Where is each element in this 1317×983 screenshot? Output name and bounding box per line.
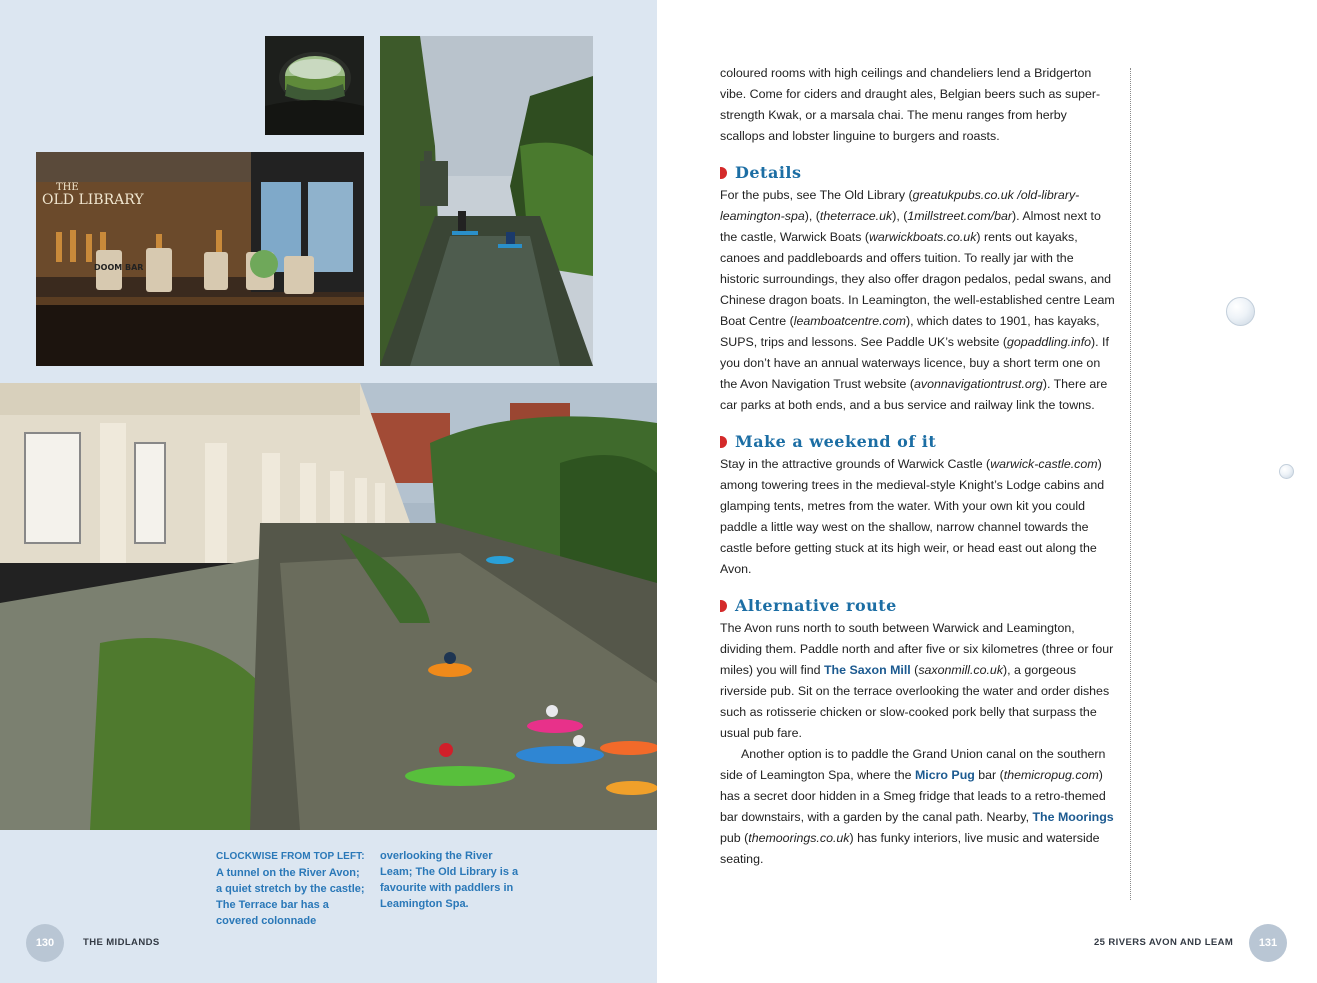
page-number-left bbox=[26, 924, 64, 962]
old-library-bar-photo bbox=[36, 152, 364, 366]
weekend-heading-text: Make a weekend of it bbox=[735, 432, 937, 451]
right-page bbox=[657, 0, 1317, 983]
running-head-title: RIVERS AVON AND LEAM bbox=[1108, 937, 1234, 948]
tunnel-photo bbox=[265, 36, 364, 135]
bubble-decoration-small bbox=[1279, 464, 1294, 479]
alternative-heading-text: Alternative route bbox=[735, 596, 897, 615]
photo-caption-col1 bbox=[216, 848, 366, 929]
link-moorings[interactable]: themoorings.co.uk bbox=[748, 831, 850, 845]
weekend-paragraph: Stay in the attractive grounds of Warwick Castle (warwick-castle.com) among towering trees in the medieval-style Knight’s Lodge cabins and glamping tents, metres from the water. With your own kit you could paddle a little way west on the shallow, narrow channel towards the castle before getting stuck at its high weir, or head east out along the Avon. bbox=[720, 457, 1105, 576]
doom-bar-pump-label: DOOM BAR bbox=[94, 263, 144, 272]
section-label: THE MIDLANDS bbox=[83, 937, 160, 948]
caption-lead: CLOCKWISE FROM TOP LEFT: bbox=[216, 851, 365, 862]
river-castle-photo bbox=[380, 36, 593, 366]
link-avon-navigation-trust[interactable]: avonnavigationtrust.org bbox=[914, 377, 1043, 391]
bar-sign-line1: THE bbox=[56, 182, 79, 193]
link-gopaddling[interactable]: gopaddling.info bbox=[1006, 335, 1092, 349]
intro-paragraph: coloured rooms with high ceilings and chandeliers lend a Bridgerton vibe. Come for ciders and draught ales, Belgian beers such as super-strength Kwak, or a marsala chai. The menu ranges from herby scallops and lobster linguine to burgers and roasts. bbox=[720, 66, 1101, 143]
alternative-heading bbox=[720, 595, 1115, 616]
details-heading-text: Details bbox=[735, 163, 802, 182]
running-head-number: 25 bbox=[1094, 937, 1106, 948]
details-paragraph: For the pubs, see The Old Library (greatukpubs.co.uk /old-library-leamington-spa), (theterrace.uk), (1millstreet.com/bar). Almost next to the castle, Warwick Boats (warwickboats.co.uk) rents out kayaks, canoes and paddleboards and offers tuition. To really jar with the historic surroundings, they also offer dragon pedalos, pedal swans, and Chinese dragon boats. In Leamington, the well-established centre Leam Boat Centre (leamboatcentre.com), which dates to 1901, has kayaks, SUPS, trips and lessons. See Paddle UK’s website (gopaddling.info). If you don’t have an annual waterways licence, buy a short term one on the Avon Navigation Trust website (avonnavigationtrust.org). There are car parks at both ends, and a bus service and railway link the towns. bbox=[720, 188, 1115, 412]
caption-text-1: A tunnel on the River Avon; a quiet stretch by the castle; The Terrace bar has a covered colonnade bbox=[216, 867, 365, 927]
link-warwick-castle[interactable]: warwick-castle.com bbox=[990, 457, 1098, 471]
heading-bullet-icon bbox=[720, 436, 727, 448]
link-millstreet[interactable]: 1millstreet.com/bar bbox=[907, 209, 1013, 223]
link-warwick-boats[interactable]: warwickboats.co.uk bbox=[868, 230, 977, 244]
heading-bullet-icon bbox=[720, 167, 727, 179]
details-heading bbox=[720, 162, 1115, 183]
link-old-library[interactable]: greatukpubs.co.uk /old-library-leamington-spa bbox=[720, 188, 1080, 223]
terrace-colonnade-photo bbox=[0, 383, 657, 830]
article-text bbox=[720, 63, 1115, 870]
weekend-heading bbox=[720, 431, 1115, 452]
page-number-right bbox=[1249, 924, 1287, 962]
link-micro-pug[interactable]: themicropug.com bbox=[1003, 768, 1099, 782]
photo-caption-col2 bbox=[380, 848, 525, 912]
bubble-decoration-large bbox=[1226, 297, 1255, 326]
alternative-paragraph-2: Another option is to paddle the Grand Union canal on the southern side of Leamington Spa, where the Micro Pug bar (themicropug.com) has a secret door hidden in a Smeg fridge that leads to a retro-themed bar downstairs, with a garden by the canal path. Nearby, The Moorings pub (themoorings.co.uk) has funky interiors, live music and waterside seating. bbox=[720, 747, 1114, 866]
bar-sign-line2: OLD LIBRARY bbox=[42, 192, 144, 208]
heading-bullet-icon bbox=[720, 600, 727, 612]
moorings-name: The Moorings bbox=[1032, 810, 1114, 824]
saxon-mill-name: The Saxon Mill bbox=[823, 663, 911, 677]
running-head bbox=[1094, 937, 1233, 948]
link-leam-boat-centre[interactable]: leamboatcentre.com bbox=[793, 314, 906, 328]
link-the-terrace[interactable]: theterrace.uk bbox=[819, 209, 893, 223]
link-saxon-mill[interactable]: saxonmill.co.uk bbox=[918, 663, 1004, 677]
page-number-right-text: 131 bbox=[1258, 937, 1278, 949]
column-dotted-rule bbox=[1130, 68, 1131, 900]
caption-text-2: overlooking the River Leam; The Old Library is a favourite with paddlers in Leamington Spa. bbox=[380, 850, 519, 910]
left-page bbox=[0, 0, 657, 983]
micro-pug-name: Micro Pug bbox=[914, 768, 975, 782]
alternative-paragraph-1: The Avon runs north to south between Warwick and Leamington, dividing them. Paddle north and after five or six kilometres (three or four miles) you will find The Saxon Mill (saxonmill.co.uk), a gorgeous riverside pub. Sit on the terrace overlooking the water and order dishes such as rotisserie chicken or slow-cooked pork belly that surpass the usual pub fare. bbox=[720, 621, 1114, 740]
page-number-left-text: 130 bbox=[35, 937, 55, 949]
